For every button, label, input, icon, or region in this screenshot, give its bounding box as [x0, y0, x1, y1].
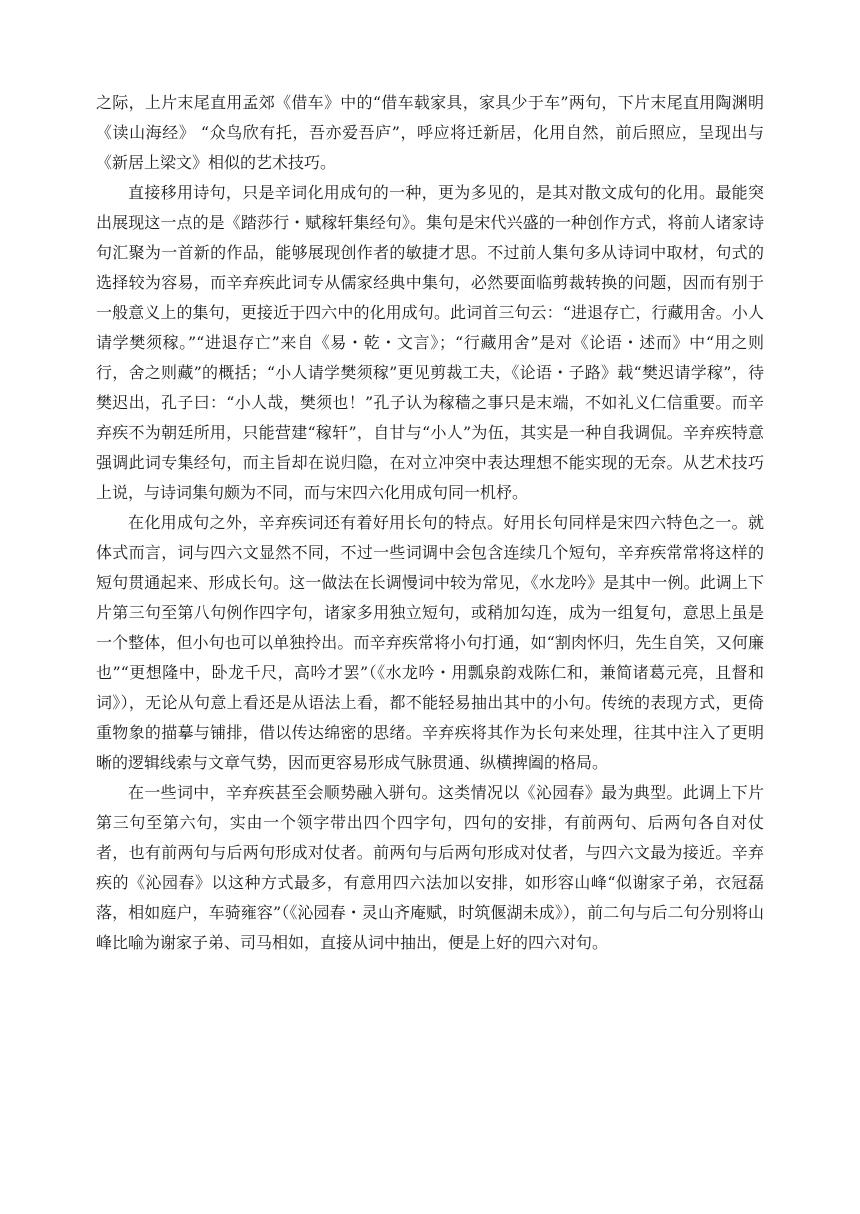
paragraph-quoting-prose: 直接移用诗句，只是辛词化用成句的一种，更为多见的，是其对散文成句的化用。最能突出展现这一点的是《踏莎行・赋稼轩集经句》。集句是宋代兴盛的一种创作方式，将前人诸家诗句汇聚为一首新的作品，能够展现创作者的敏捷才思。不过前人集句多从诗词中取材，句式的选择较为容易，而辛弃疾此词专从儒家经典中集句，必然要面临剪裁转换的问题，因而有别于一般意义上的集句，更接近于四六中的化用成句。此词首三句云：“进退存亡，行藏用舍。小人请学樊须稼。”“进退存亡”来自《易・乾・文言》；“行藏用舍”是对《论语・述而》中“用之则行，舍之则藏”的概括；“小人请学樊须稼”更见剪裁工夫，《论语・子路》载“樊迟请学稼”，待樊迟出，孔子曰：“小人哉，樊须也！”孔子认为稼穑之事只是末端，不如礼义仁信重要。而辛弃疾不为朝廷所用，只能营建“稼轩”，自甘与“小人”为伍，其实是一种自我调侃。辛弃疾特意强调此词专集经句，而主旨却在说归隐，在对立冲突中表达理想不能实现的无奈。从艺术技巧上说，与诗词集句颇为不同，而与宋四六化用成句同一机杼。 [96, 183, 764, 502]
paragraph-long-sentences: 在化用成句之外，辛弃疾词还有着好用长句的特点。好用长句同样是宋四六特色之一。就体式而言，词与四六文显然不同，不过一些词调中会包含连续几个短句，辛弃疾常常将这样的短句贯通起来、形成长句。这一做法在长调慢词中较为常见，《水龙吟》是其中一例。此调上下片第三句至第八句例作四字句，诸家多用独立短句，或稍加勾连，成为一组复句，意思上虽是一个整体，但小句也可以单独拎出。而辛弃疾常将小句打通，如“割肉怀归，先生自笑，又何廉也”“更想隆中，卧龙千尺，高吟才罢”（《水龙吟・用瓢泉韵戏陈仁和，兼简诸葛元亮，且督和词》），无论从句意上看还是从语法上看，都不能轻易抽出其中的小句。传统的表现方式，更倚重物象的描摹与铺排，借以传达绵密的思绪。辛弃疾将其作为长句来处理，往其中注入了更明晰的逻辑线索与文章气势，因而更容易形成气脉贯通、纵横捭阖的格局。 [96, 513, 764, 772]
paragraph-parallel-prose: 在一些词中，辛弃疾甚至会顺势融入骈句。这类情况以《沁园春》最为典型。此调上下片第三句至第六句，实由一个领字带出四个四字句，四句的安排，有前两句、后两句各自对仗者，也有前两句与后两句形成对仗者。前两句与后两句形成对仗者，与四六文最为接近。辛弃疾的《沁园春》以这种方式最多，有意用四六法加以安排，如形容山峰“似谢家子弟，衣冠磊落，相如庭户，车骑雍容”（《沁园春・灵山齐庵赋，时筑偃湖未成》），前二句与后二句分别将山峰比喻为谢家子弟、司马相如，直接从词中抽出，便是上好的四六对句。 [96, 783, 764, 952]
paragraph-continuation: 之际，上片末尾直用孟郊《借车》中的“借车载家具，家具少于车”两句，下片末尾直用陶渊明《读山海经》 “众鸟欣有托，吾亦爱吾庐”，呼应将迁新居，化用自然，前后照应，呈现出与《新居上梁文》相似的艺术技巧。 [96, 93, 764, 172]
document-body [96, 88, 764, 958]
